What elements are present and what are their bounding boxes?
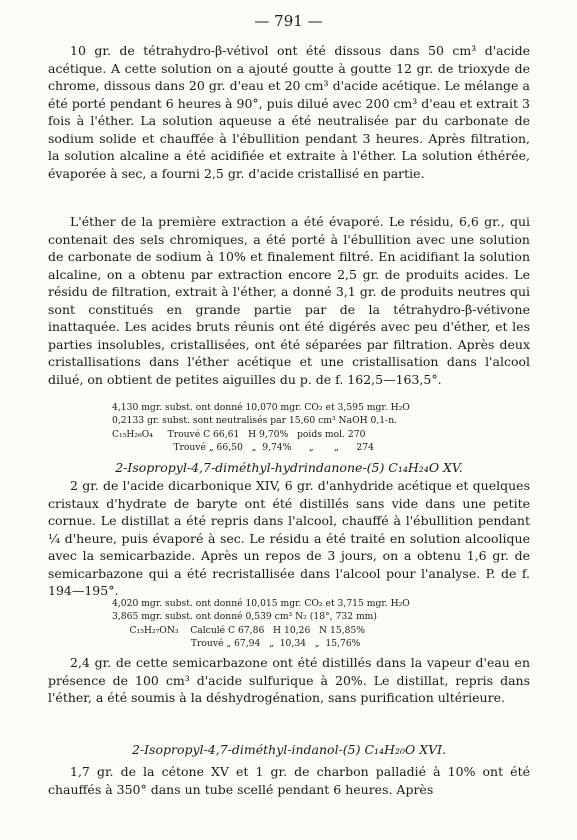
paragraph-3: 2 gr. de l'acide dicarbonique XIV, 6 gr. d'anhydride acétique et quelques cristaux d'hydrate de baryte ont été distillés sans vide dans une petite cornue. Le distillat a été repris dans l'alcool, chauffé à l'ébullition pendant ¼ d'heure, puis évaporé à sec. Le résidu a été traité en solution alcoolique avec la semicarbazide. Après un repos de 3 jours, on a obtenu 1,6 gr. de semicarbazone qui a été recristallisée dans l'alcool pour l'analyse. P. de f. 194—195°. [48,478,530,598]
analysis-line: 4,130 mgr. subst. ont donné 10,070 mgr. CO₂ et 3,595 mgr. H₂O [112,402,410,413]
analysis-line: 4,020 mgr. subst. ont donné 10,015 mgr. CO₂ et 3,715 mgr. H₂O [112,598,410,609]
paragraph-4: 2,4 gr. de cette semicarbazone ont été distillés dans la vapeur d'eau en présence de 100 cm³ d'acide sulfurique à 20%. Le distillat, repris dans l'éther, a été soumis à la déshydrogénation, sans purification ultérieure. [48,655,530,705]
paragraph-2: L'éther de la première extraction a été évaporé. Le résidu, 6,6 gr., qui contenait des sels chromiques, a été porté à l'ébullition avec une solution de carbonate de sodium à 10% et finalement filtré. En acidifiant la solution alcaline, on a obtenu par extraction encore 2,5 gr. de produits acides. Le résidu de filtration, extrait à l'éther, a donné 3,1 gr. de produits neutres qui sont constitués en grande partie par de la tétrahydro-β-vétivone inattaquée. Les acides bruts réunis ont été digérés avec peu d'éther, et les parties insolubles, cristallisées, ont été séparées par filtration. Après deux cristallisations dans l'éther acétique et une cristallisation dans l'alcool dilué, on obtient de petites aiguilles du p. de f. 162,5—163,5°. [48,214,530,387]
analysis-line: Trouvé „ 66,50 „ 9,74% „ „ 274 [112,442,374,453]
analysis-line: Trouvé „ 67,94 „ 10,34 „ 15,76% [112,638,361,649]
page-number: — 791 — [254,12,323,30]
section-heading-hydrindanone: 2-Isopropyl-4,7-diméthyl-hydrindanone-(5) C₁₄H₂₄O XV. [115,460,463,475]
paragraph-1: 10 gr. de tétrahydro-β-vétivol ont été dissous dans 50 cm³ d'acide acétique. A cette solution on a ajouté goutte à goutte 12 gr. de trioxyde de chrome, dissous dans 20 gr. d'eau et 20 cm³ d'acide acétique. Le mélange a été porté pendant 6 heures à 90°, puis dilué avec 200 cm³ d'eau et extrait 3 fois à l'éther. La solution aqueuse a été neutralisée par du carbonate de sodium solide et chauffée à l'ébullition pendant 3 heures. Après filtration, la solution alcaline a été acidifiée et extraite à l'éther. La solution éthérée, évaporée à sec, a fourni 2,5 gr. d'acide cristallisé en partie. [48,43,530,181]
paragraph-5: 1,7 gr. de la cétone XV et 1 gr. de charbon palladié à 10% ont été chauffés à 350° dans un tube scellé pendant 6 heures. Après [48,764,530,797]
analysis-line: C₁₅H₂₆O₄ Trouvé C 66,61 H 9,70% poids mol. 270 [112,429,366,440]
analysis-line: 0,2133 gr. subst. sont neutralisés par 15,60 cm³ NaOH 0,1-n. [112,415,398,426]
analysis-line: C₁₅H₂₇ON₃ Calculé C 67,86 H 10,26 N 15,85% [112,625,366,636]
analysis-line: 3,865 mgr. subst. ont donné 0,539 cm³ N₂ (18°, 732 mm) [112,611,377,622]
section-heading-indanol: 2-Isopropyl-4,7-diméthyl-indanol-(5) C₁₄H₂₀O XVI. [131,742,447,757]
